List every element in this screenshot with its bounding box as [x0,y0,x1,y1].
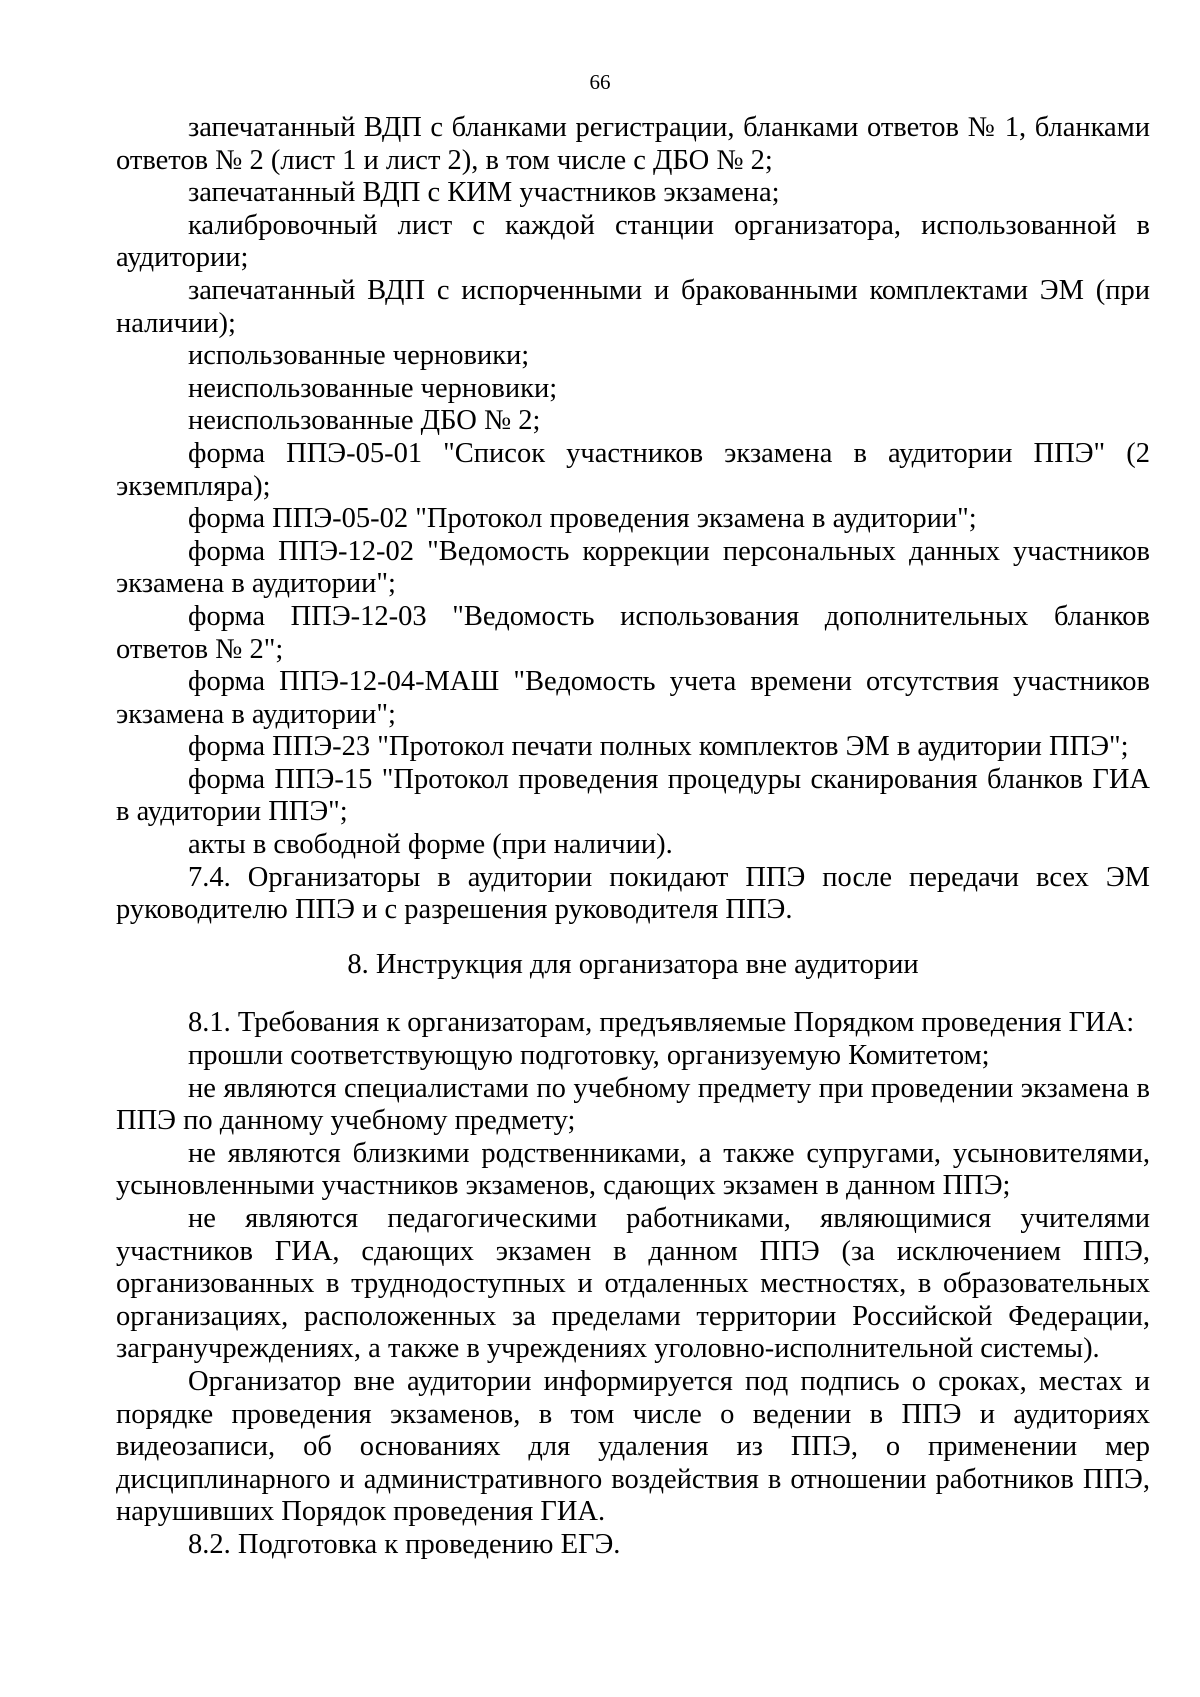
paragraph: запечатанный ВДП с испорченными и бракованными комплектами ЭМ (при наличии); [116,274,1150,339]
paragraph: использованные черновики; [188,340,530,372]
list-before [116,112,1150,927]
paragraph: форма ППЭ-15 "Протокол проведения процедуры сканирования бланков ГИА в аудитории ППЭ"; [116,763,1150,828]
paragraph: форма ППЭ-05-02 "Протокол проведения экзамена в аудитории"; [188,503,977,535]
paragraph: неиспользованные ДБО № 2; [188,405,541,437]
list-after [116,1007,1150,1561]
paragraph: калибровочный лист с каждой станции организатора, использованной в аудитории; [116,209,1150,274]
paragraph: форма ППЭ-05-01 "Список участников экзамена в аудитории ППЭ" (2 экземпляра); [116,437,1150,502]
paragraph: Организатор вне аудитории информируется под подпись о сроках, местах и порядке проведения экзаменов, в том числе о ведении в ППЭ и аудиториях видеозаписи, об основаниях для удаления из ППЭ, о применении мер дисциплинарного и административного воздействия в отношении работников ППЭ, нарушивших Порядок проведения ГИА. [116,1365,1150,1528]
paragraph: запечатанный ВДП с бланками регистрации, бланками ответов № 1, бланками ответов № 2 (лист 1 и лист 2), в том числе с ДБО № 2; [116,112,1150,176]
page-number: 66 [589,70,611,94]
section-heading: 8. Инструкция для организатора вне аудитории [347,948,919,980]
paragraph: не являются близкими родственниками, а также супругами, усыновителями, усыновленными участников экзаменов, сдающих экзамен в данном ППЭ; [116,1137,1150,1202]
paragraph: форма ППЭ-12-04-МАШ "Ведомость учета времени отсутствия участников экзамена в аудитории"; [116,666,1150,730]
paragraph: форма ППЭ-12-03 "Ведомость использования дополнительных бланков ответов № 2"; [116,600,1150,665]
paragraph: 7.4. Организаторы в аудитории покидают ППЭ после передачи всех ЭМ руководителю ППЭ и с разрешения руководителя ППЭ. [116,861,1150,926]
paragraph: форма ППЭ-12-02 "Ведомость коррекции персональных данных участников экзамена в аудитории"; [116,535,1150,600]
paragraph: прошли соответствующую подготовку, организуемую Комитетом; [188,1040,990,1072]
paragraph: акты в свободной форме (при наличии). [188,829,673,861]
document-body [116,112,1150,1562]
paragraph: запечатанный ВДП с КИМ участников экзамена; [188,177,780,209]
paragraph: 8.2. Подготовка к проведению ЕГЭ. [188,1528,621,1560]
paragraph: форма ППЭ-23 "Протокол печати полных комплектов ЭМ в аудитории ППЭ"; [188,731,1129,763]
paragraph: 8.1. Требования к организаторам, предъявляемые Порядком проведения ГИА: [188,1007,1135,1039]
paragraph: не являются педагогическими работниками, являющимися учителями участников ГИА, сдающих экзамен в данном ППЭ (за исключением ППЭ, организованных в труднодоступных и отдаленных местностях, в образовательных организациях, расположенных за пределами территории Российской Федерации, загранучреждениях, а также в учреждениях уголовно-исполнительной системы). [116,1203,1150,1365]
paragraph: не являются специалистами по учебному предмету при проведении экзамена в ППЭ по данному учебному предмету; [116,1072,1150,1137]
paragraph: неиспользованные черновики; [188,372,558,404]
